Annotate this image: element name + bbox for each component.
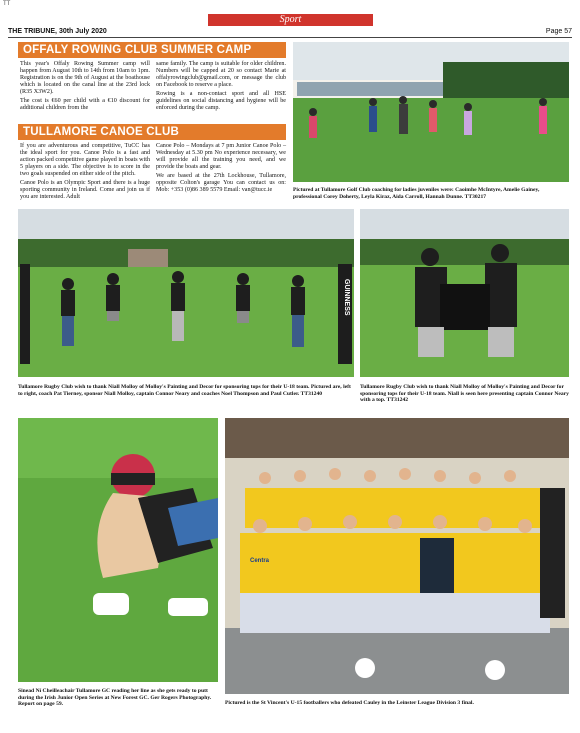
golfer-girl-photo (18, 418, 218, 682)
gaa-team-photo (225, 418, 569, 694)
golf-juveniles-photo (293, 42, 569, 182)
section-tab: Sport (208, 14, 373, 26)
jersey-sponsor-text: Centra (250, 558, 270, 564)
golfer-girl-caption: Sinead Ní Cheilleachair Tullamore GC reading her line as she gets ready to putt during the Irish Junior Open Series at New Forest GC. Ger Rogers Photography. Report on page 59. (18, 688, 212, 708)
rowing-paragraph: The cost is €60 per child with a €10 discount for additional children from the (20, 98, 150, 111)
rugby-pair-photo (360, 209, 569, 377)
publication-date: THE TRIBUNE, 30th July 2020 (8, 28, 107, 35)
rowing-paragraph: Rowing is a non-contact sport and all HSE guidelines on social distancing and hygiene will be enforced during the camp. (156, 91, 286, 111)
rowing-column-1 (20, 61, 150, 114)
corner-mark: TT (3, 1, 11, 7)
rugby-group-caption: Tullamore Rugby Club wish to thank Niall Molloy of Molloy's Painting and Decor for sponsoring tops for their U-18 team. Pictured are, left to right, coach Pat Tierney, sponsor Niall Molloy, captain Connor Neary and coaches Noel Thompson and Paul Cutler. TT31240 (18, 384, 351, 397)
rowing-paragraph: same family. The camp is suitable for older children. Numbers will be capped at 20 so contact Marie at offalyrowingclub@gmail.com, or message the club on Facebook to reserve a place. (156, 61, 286, 88)
guinness-banner: GUINNESS (343, 279, 350, 316)
canoe-paragraph: Canoe Polo is an Olympic Sport and there is a huge sporting community in Ireland. Come and join us if you are interested. Adult (20, 180, 150, 200)
rowing-headline: OFFALY ROWING CLUB SUMMER CAMP (18, 42, 286, 58)
gaa-team-caption: Pictured is the St Vincent's U-15 footballers who defeated Cauley in the Leinster League Division 3 final. (225, 700, 474, 706)
rowing-paragraph: This year's Offaly Rowing Summer camp will happen from August 10th to 14th from 10am to 1pm. Registration is on the 9th of August at the boathouse which is located on the canal line at the 23rd lock (R35 X3W2). (20, 61, 150, 95)
rugby-pair-caption: Tullamore Rugby Club wish to thank Niall Molloy of Molloy's Painting and Decor for sponsoring tops for their U-18 team. Niall is seen here presenting captain Connor Neary with a top. TT31242 (360, 384, 569, 404)
header-rule (8, 37, 572, 38)
canoe-paragraph: We are based at the 27th Lockhouse, Tullamore, opposite Colton's garage You can contact us on: Mob: +353 (0)86 389 5579 Email: van@tucc.ie (156, 173, 286, 193)
canoe-column-1 (20, 143, 150, 203)
canoe-paragraph: Canoe Polo – Mondays at 7 pm Junior Canoe Polo – Wednesday at 5.30 pm No experience necessary, we will provide all the training you need, and we provide the boats and gear. (156, 143, 286, 170)
canoe-column-2 (156, 143, 286, 196)
golf-juveniles-caption: Pictured at Tullamore Golf Club coaching for ladies juveniles were: Caoimhe McIntyre, Amelie Gainey, professional Corey Doherty, Leyla Kiraz, Aida Carroll, Hannah Dunne. TT30217 (293, 187, 540, 200)
rugby-group-photo (18, 209, 354, 377)
canoe-headline: TULLAMORE CANOE CLUB (18, 124, 286, 140)
rowing-column-2 (156, 61, 286, 114)
page-number: Page 57 (545, 28, 572, 35)
canoe-paragraph: If you are adventurous and competitive, TuCC has the ideal sport for you. Canoe Polo is a fast and action packed competitive game played in boats with 5 players on a side. The objective is to score in the two goals suspended on either side of the pitch. (20, 143, 150, 177)
